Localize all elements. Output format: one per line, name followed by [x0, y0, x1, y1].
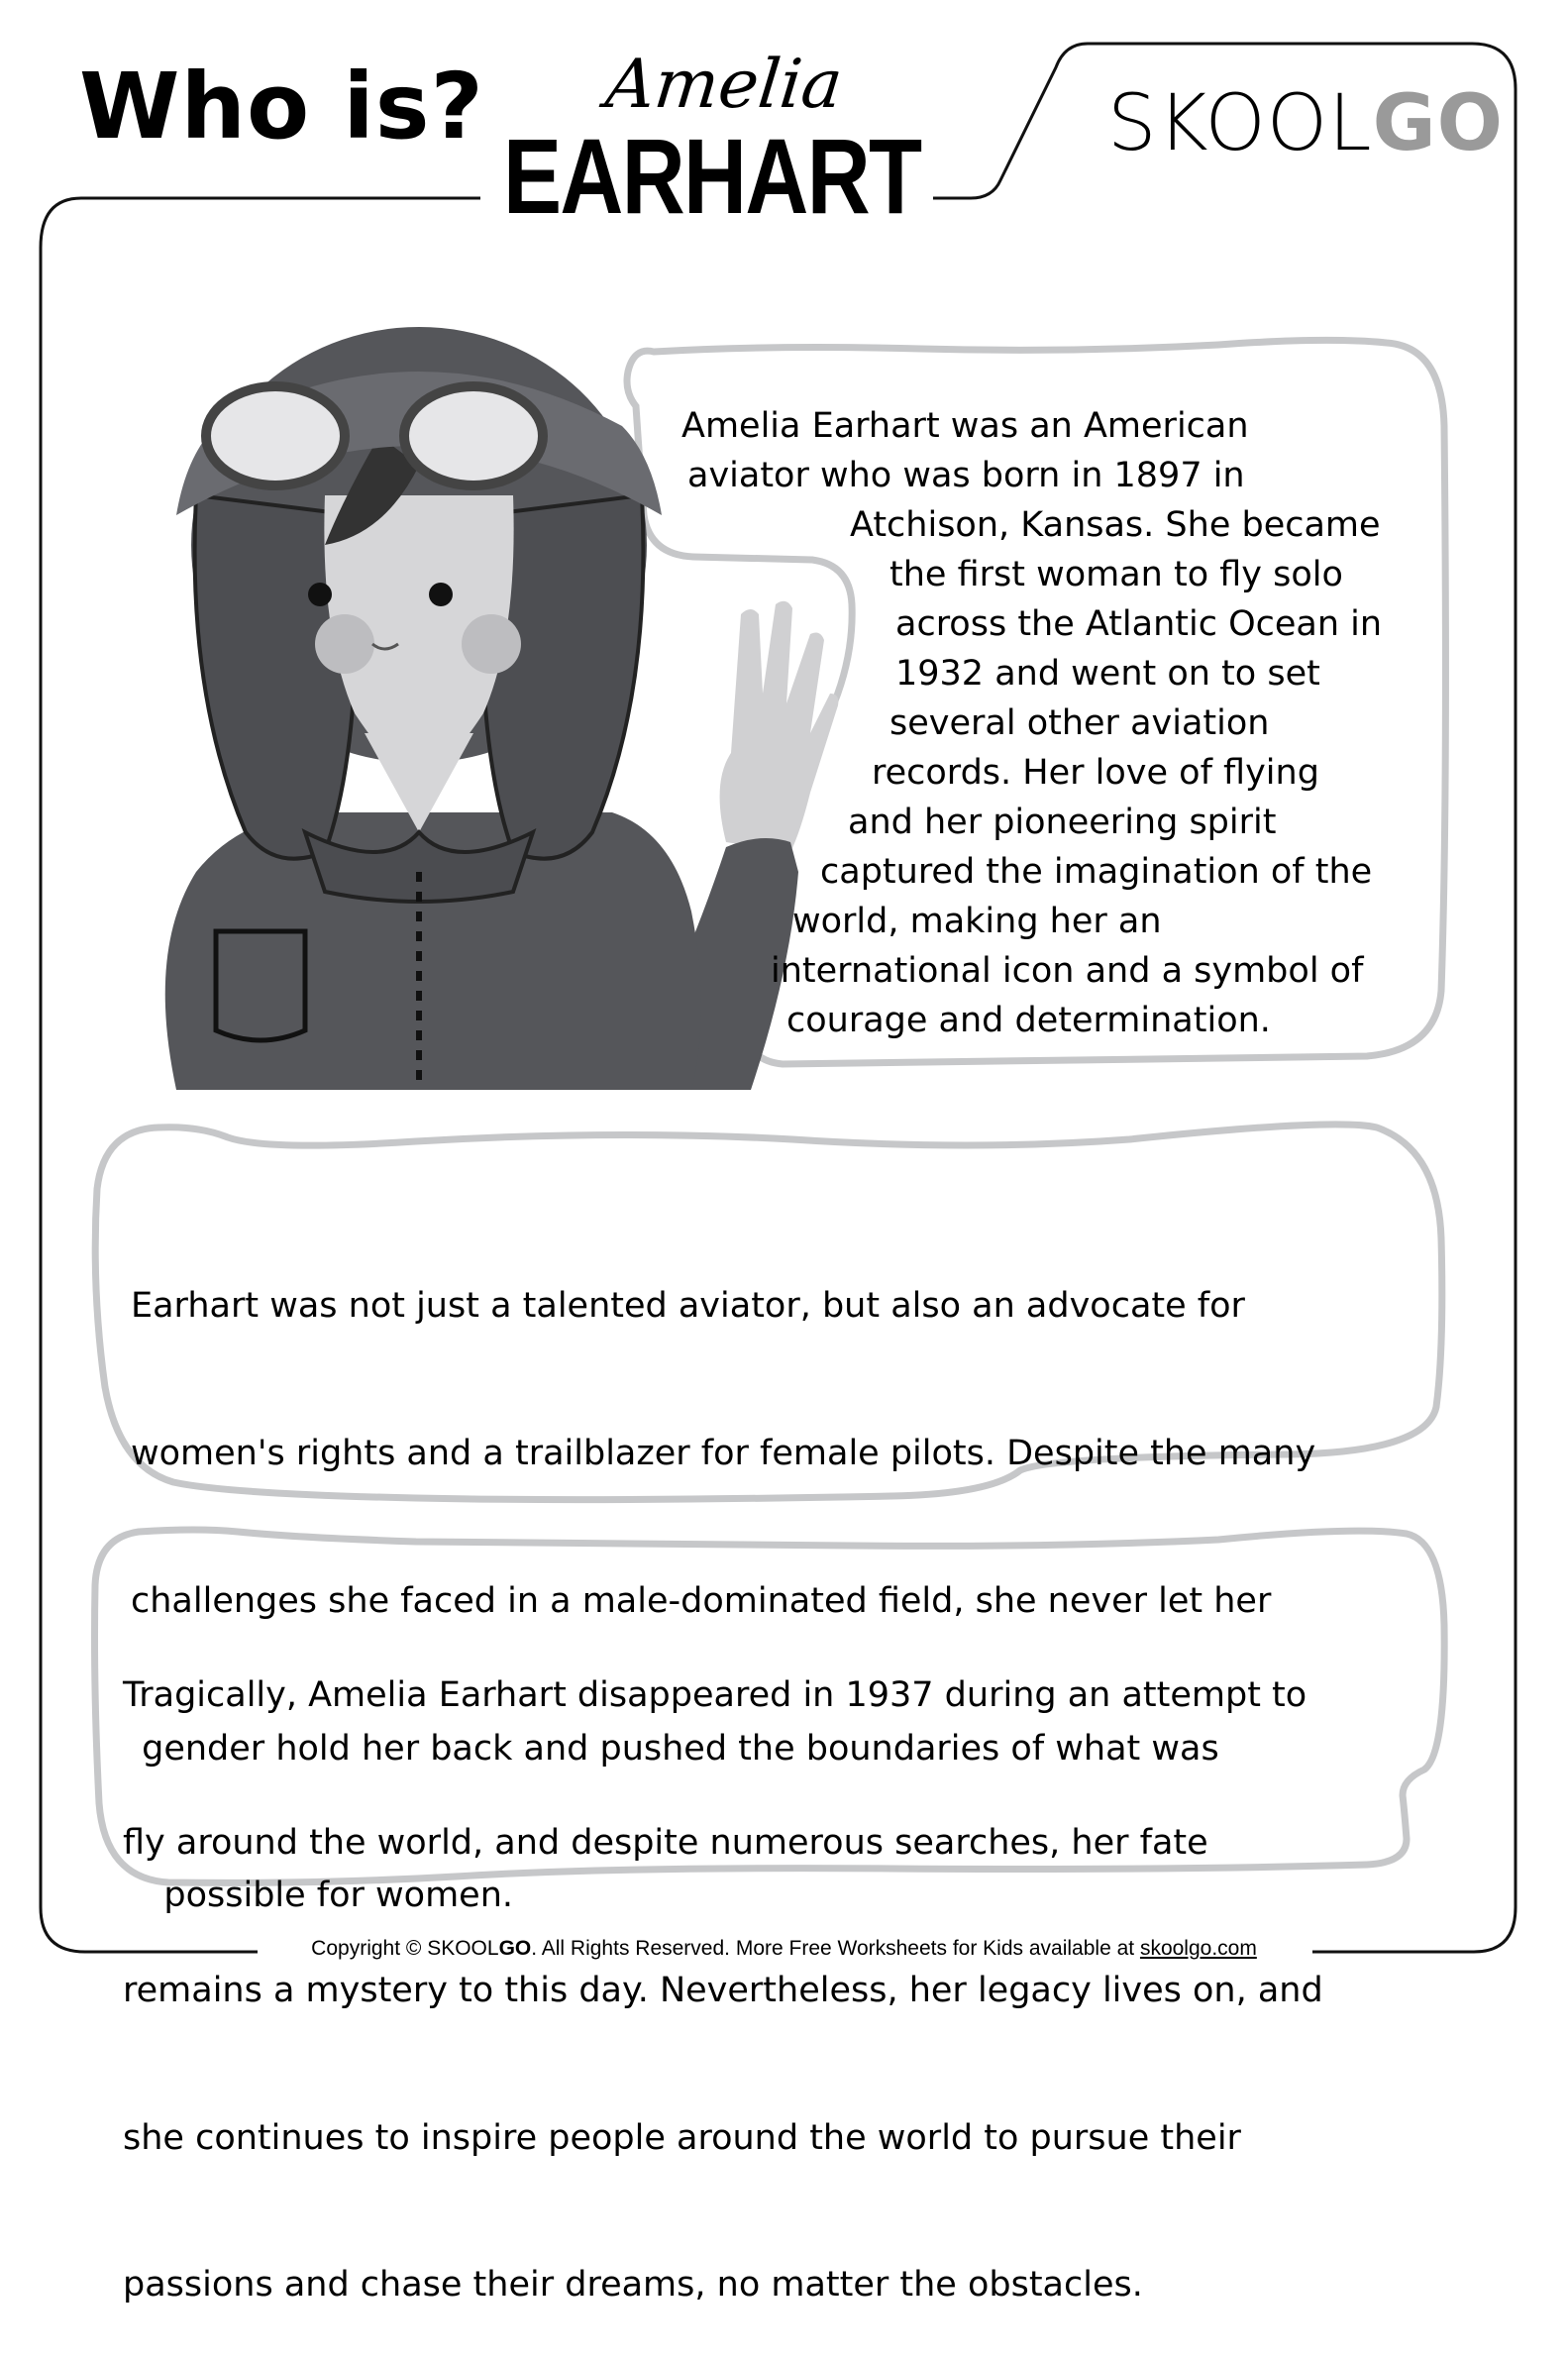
bubble-3-line: she continues to inspire people around the world to pursue their	[123, 2117, 1241, 2158]
logo-go: GO	[1372, 79, 1504, 168]
bubble-1-line: aviator who was born in 1897 in	[687, 456, 1245, 495]
bubble-2-line: women's rights and a trailblazer for female pilots. Despite the many	[131, 1433, 1316, 1473]
bubble-1-line: several other aviation	[889, 703, 1270, 743]
footer-middle: . All Rights Reserved. More Free Worksheets for Kids available at	[531, 1937, 1140, 1960]
bubble-3-line: remains a mystery to this day. Nevertheless, her legacy lives on, and	[123, 1970, 1323, 2010]
who-is-heading: Who is?	[79, 54, 484, 160]
bubble-1-line: world, making her an	[792, 902, 1162, 941]
bubble-2-line: challenges she faced in a male-dominated field, she never let her	[131, 1580, 1272, 1621]
bubble-3-line: passions and chase their dreams, no matter the obstacles.	[123, 2265, 1143, 2306]
bubble-1-line: 1932 and went on to set	[895, 654, 1320, 694]
bubble-1-line: courage and determination.	[786, 1001, 1271, 1040]
bubble-1-line: Amelia Earhart was an American	[681, 406, 1249, 446]
bubble-1-line: international icon and a symbol of	[771, 951, 1364, 991]
footer-prefix: Copyright © SKOOL	[311, 1937, 499, 1960]
bubble-2-line: possible for women.	[131, 1876, 514, 1916]
bubble-2-line: gender hold her back and pushed the boundaries of what was	[131, 1728, 1219, 1769]
bubble-1-line: Atchison, Kansas. She became	[850, 505, 1381, 545]
bubble-1-line: records. Her love of flying	[872, 753, 1319, 793]
logo-prefix: SKOOL	[1107, 79, 1373, 168]
bubble-3-line: fly around the world, and despite numerous searches, her fate	[123, 1822, 1208, 1863]
first-name-title: Amelia	[601, 46, 847, 124]
goggle-left-icon	[206, 386, 345, 485]
bubble-1-line: captured the imagination of the	[820, 852, 1373, 892]
bubble-3-line: Tragically, Amelia Earhart disappeared in 1937 during an attempt to	[123, 1675, 1307, 1716]
goggle-right-icon	[404, 386, 543, 485]
copyright-footer	[0, 1938, 1568, 1959]
footer-brand-go: GO	[498, 1937, 532, 1960]
waving-hand-icon	[720, 601, 839, 852]
bubble-1-line: the first woman to fly solo	[889, 555, 1343, 594]
skoolgo-link[interactable]: skoolgo.com	[1139, 1937, 1257, 1960]
bubble-1-line: across the Atlantic Ocean in	[895, 604, 1383, 644]
last-name-title: EARHART	[503, 116, 921, 236]
bubble-2-line: Earhart was not just a talented aviator, but also an advocate for	[131, 1286, 1245, 1327]
bubble-3-paragraph	[123, 1573, 1323, 2360]
bubble-1-line: and her pioneering spirit	[848, 803, 1277, 842]
skoolgo-logo	[1107, 79, 1504, 168]
